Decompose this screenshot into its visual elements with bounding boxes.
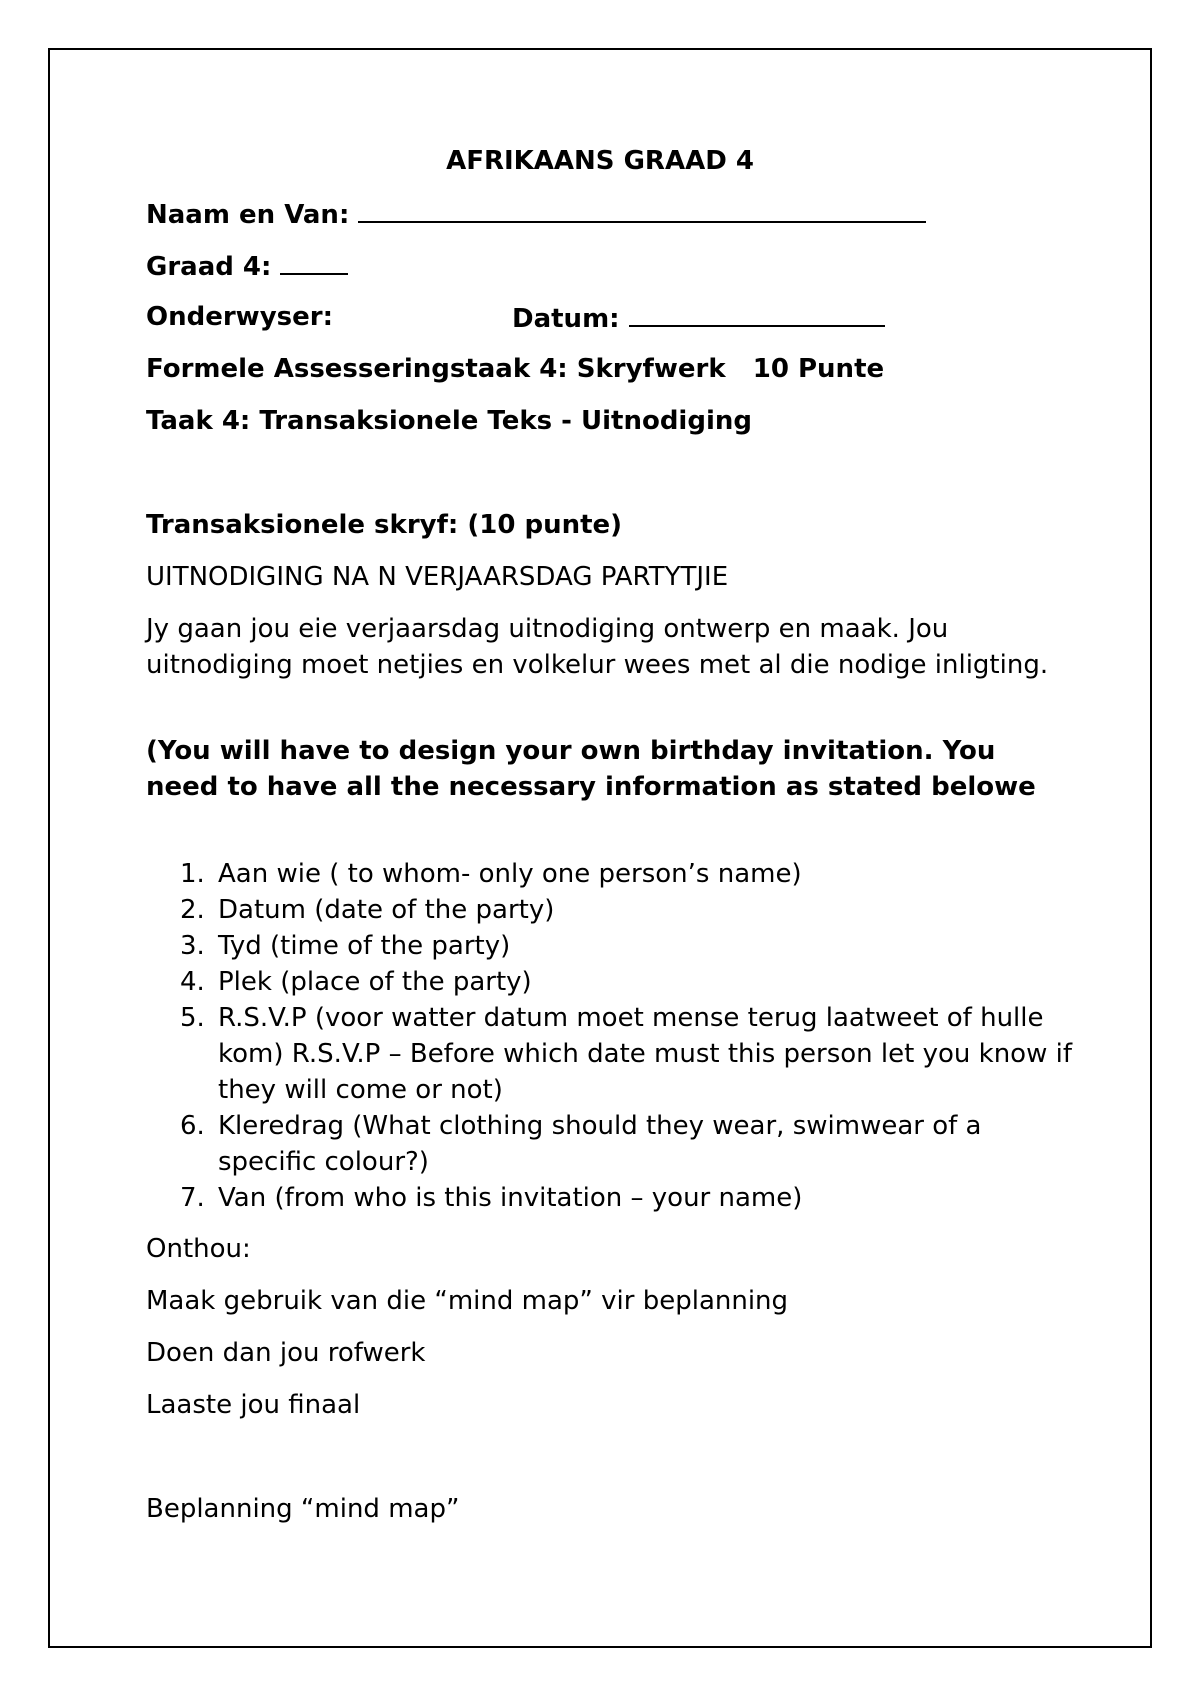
list-number: 3. [180, 931, 205, 961]
date-blank [629, 299, 885, 327]
list-number: 4. [180, 967, 205, 997]
mindmap-heading: Beplanning “mind map” [146, 1494, 460, 1524]
list-number: 2. [180, 895, 205, 925]
teacher-label: Onderwyser: [146, 302, 333, 332]
section-subheading: UITNODIGING NA N VERJAARSDAG PARTYTJIE [146, 562, 729, 592]
list-item [146, 1000, 1076, 1108]
list-item [146, 1180, 1076, 1216]
task-line: Taak 4: Transaksionele Teks - Uitnodiging [146, 406, 752, 436]
list-item [146, 964, 1076, 1000]
date-line [512, 299, 885, 337]
list-item [146, 928, 1076, 964]
instructions-english: (You will have to design your own birthday invitation. You need to have all the necessary information as stated belowe [146, 736, 1036, 802]
teacher-date-line [146, 299, 333, 335]
requirements-list [146, 856, 1076, 1216]
reminder-item: Doen dan jou rofwerk [146, 1338, 426, 1368]
assessment-line: Formele Assesseringstaak 4: Skryfwerk 10 Punte [146, 354, 885, 384]
document-title: AFRIKAANS GRAAD 4 [446, 146, 754, 176]
list-number: 5. [180, 1003, 205, 1033]
list-number: 7. [180, 1183, 205, 1213]
list-item [146, 892, 1076, 928]
list-text: R.S.V.P (voor watter datum moet mense terug laatweet of hulle kom) R.S.V.P – Before which date must this person let you know if they will come or not) [218, 1003, 1072, 1105]
list-text: Van (from who is this invitation – your name) [218, 1183, 803, 1213]
list-text: Plek (place of the party) [218, 967, 532, 997]
list-text: Kleredrag (What clothing should they wear, swimwear of a specific colour?) [218, 1111, 982, 1177]
reminder-item: Maak gebruik van die “mind map” vir beplanning [146, 1286, 789, 1316]
reminder-item: Laaste jou finaal [146, 1390, 361, 1420]
list-number: 6. [180, 1111, 205, 1141]
name-line [146, 195, 926, 233]
grade-line [146, 247, 348, 285]
grade-label: Graad 4: [146, 252, 272, 282]
list-item [146, 856, 1076, 892]
name-blank [358, 195, 926, 223]
list-number: 1. [180, 859, 205, 889]
section-heading: Transaksionele skryf: (10 punte) [146, 510, 623, 540]
list-text: Datum (date of the party) [218, 895, 555, 925]
list-text: Tyd (time of the party) [218, 931, 511, 961]
name-label: Naam en Van: [146, 200, 350, 230]
list-item [146, 1108, 1076, 1180]
reminders-heading: Onthou: [146, 1234, 251, 1264]
list-text: Aan wie ( to whom- only one person’s name) [218, 859, 802, 889]
date-label: Datum: [512, 304, 620, 334]
instructions-afrikaans: Jy gaan jou eie verjaarsdag uitnodiging ontwerp en maak. Jou uitnodiging moet netjies en volkelur wees met al die nodige inligting. [146, 614, 1049, 680]
grade-blank [280, 247, 348, 275]
